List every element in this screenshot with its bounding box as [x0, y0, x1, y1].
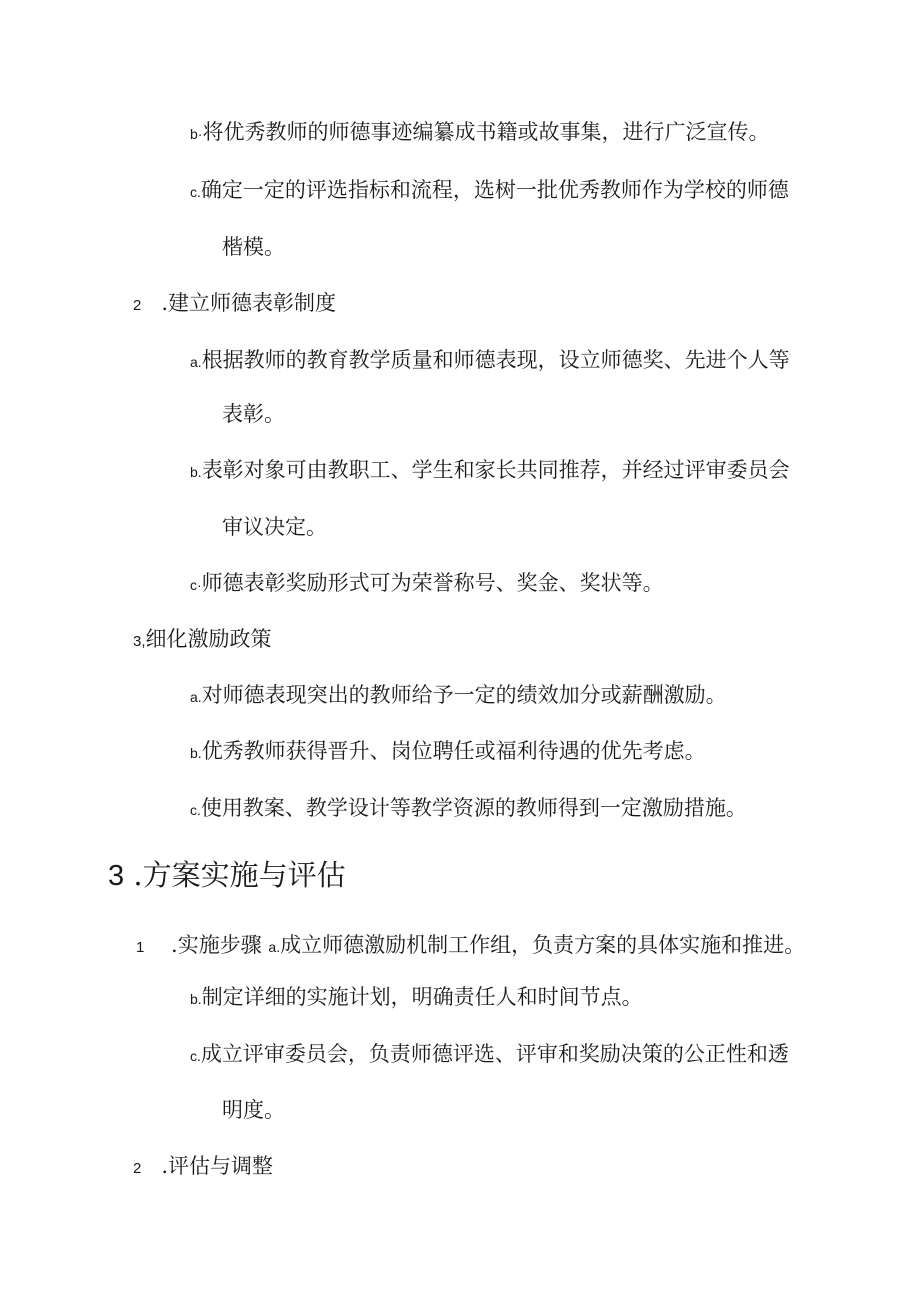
item-marker: a. [190, 354, 202, 370]
subsection-number: 3, [133, 633, 146, 650]
subsection-heading [133, 625, 272, 656]
subsection-heading [136, 931, 805, 962]
item-marker: a. [268, 939, 281, 955]
subsection-title: .评估与调整 [161, 1154, 274, 1178]
list-item-b [190, 983, 643, 1013]
item-text: 制定详细的实施计划，明确责任人和时间节点。 [201, 985, 643, 1009]
item-text: 根据教师的教育教学质量和师德表现，设立师德奖、先进个人等 [201, 348, 790, 372]
subsection-number: 2 [133, 297, 142, 314]
item-text: 优秀教师获得晋升、岗位聘任或福利待遇的优先考虑。 [201, 739, 706, 763]
item-marker: c. [190, 1048, 201, 1064]
subsection-title: .建立师德表彰制度 [161, 291, 337, 315]
list-item-c [190, 569, 664, 599]
item-text: 对师德表现突出的教师给予一定的绩效加分或薪酬激励。 [201, 683, 727, 707]
list-item-a [190, 681, 727, 711]
subsection-title: .实施步骤 [171, 933, 262, 957]
item-text: 师德表彰奖励形式可为荣誉称号、奖金、奖状等。 [201, 571, 664, 595]
list-item-b [190, 118, 769, 148]
list-item-continuation: 表彰。 [222, 402, 285, 426]
list-item-c [190, 176, 789, 206]
item-marker: c. [190, 184, 201, 200]
item-marker: b. [190, 991, 202, 1007]
section-title: .方案实施与评估 [133, 858, 346, 892]
list-item-b [190, 456, 790, 486]
list-item-continuation: 审议决定。 [222, 515, 327, 539]
subsection-number: 2 [133, 1160, 142, 1177]
item-text: 确定一定的评选指标和流程，选树一批优秀教师作为学校的师德 [200, 178, 789, 202]
item-marker: b. [190, 464, 202, 480]
item-text: 将优秀教师的师德事迹编纂成书籍或故事集，进行广泛宣传。 [202, 120, 770, 144]
list-item-a [190, 346, 790, 376]
item-text: 使用教案、教学设计等教学资源的教师得到一定激励措施。 [200, 796, 747, 820]
subsection-number: 1 [136, 939, 145, 956]
subsection-title: 细化激励政策 [145, 627, 272, 651]
item-marker: b· [190, 126, 203, 142]
item-text: 成立评审委员会，负责师德评选、评审和奖励决策的公正性和透 [200, 1042, 789, 1066]
item-marker: b. [190, 745, 202, 761]
item-text: 表彰对象可由教职工、学生和家长共同推荐，并经过评审委员会 [201, 458, 790, 482]
section-number: 3 [108, 860, 125, 892]
item-marker: a. [190, 689, 202, 705]
item-marker: c. [190, 802, 201, 818]
list-item-b [190, 737, 706, 767]
item-marker: c· [190, 577, 202, 593]
item-text: 成立师德激励机制工作组，负责方案的具体实施和推进。 [280, 933, 806, 957]
subsection-heading [133, 289, 336, 320]
list-item-continuation: 楷模。 [222, 235, 285, 259]
list-item-c [190, 794, 747, 824]
list-item-c [190, 1040, 789, 1070]
list-item-continuation: 明度。 [222, 1098, 285, 1122]
subsection-heading [133, 1152, 273, 1183]
section-heading [108, 857, 346, 894]
